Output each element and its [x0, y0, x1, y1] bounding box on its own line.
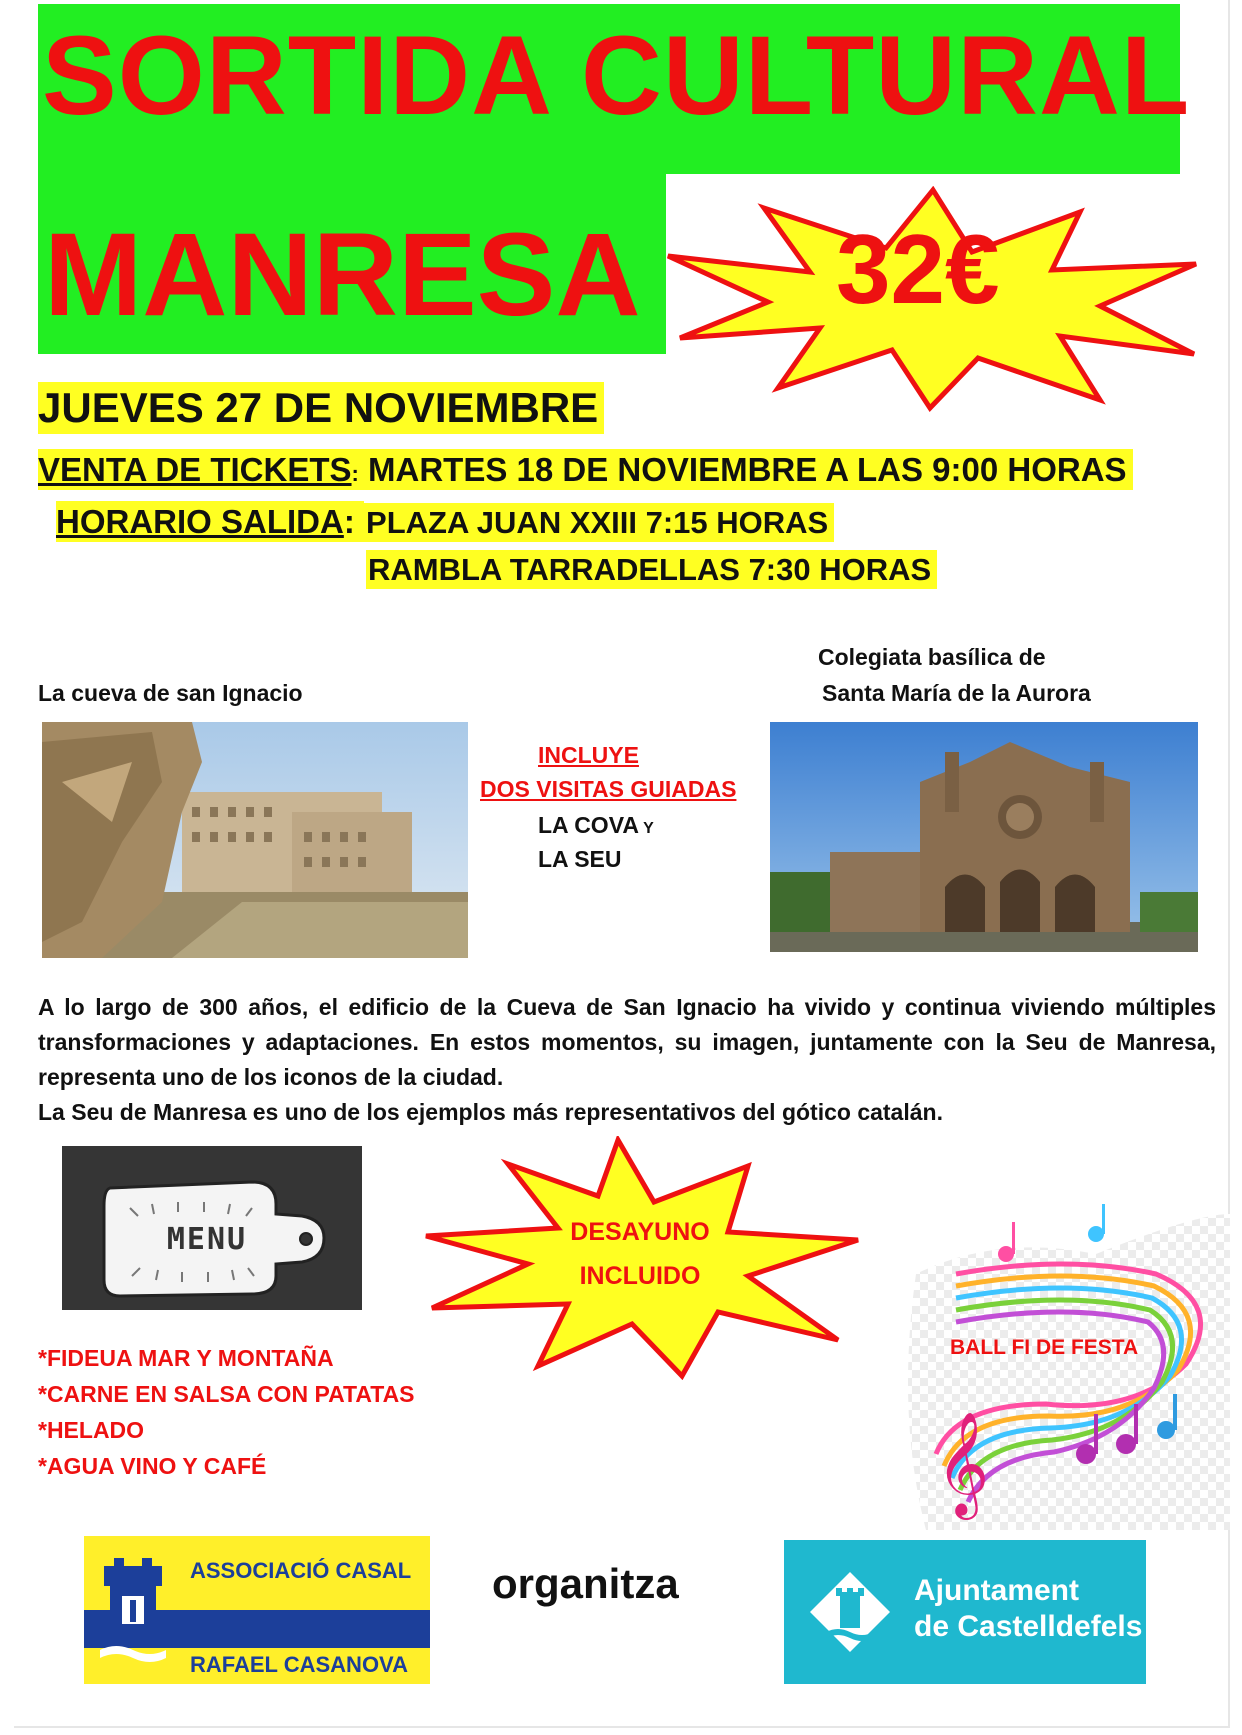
title-line1: SORTIDA CULTURAL [42, 13, 1191, 138]
svg-text:𝄞: 𝄞 [936, 1411, 990, 1516]
menu-board-label: MENU [166, 1222, 248, 1257]
includes-line2: DOS VISITAS GUIADAS [480, 776, 737, 802]
tickets-label: VENTA DE TICKETS [38, 451, 352, 488]
includes-line1: INCLUYE [538, 742, 639, 768]
music-notes-image [896, 1194, 1230, 1530]
breakfast-label [520, 1210, 760, 1298]
cave-photo [42, 722, 468, 958]
breakfast-line1: DESAYUNO [570, 1218, 710, 1246]
title-banner-line1 [38, 4, 1191, 174]
basilica-photo [770, 722, 1198, 952]
organizes-label: organitza [492, 1560, 679, 1607]
departure-2-line [366, 548, 937, 592]
council-logo [784, 1540, 1146, 1684]
departure-2: RAMBLA TARRADELLAS 7:30 HORAS [366, 550, 937, 589]
cave-caption: La cueva de san Ignacio [38, 680, 303, 706]
council-name-2: de Castelldefels [914, 1610, 1143, 1643]
description [38, 990, 1216, 1130]
departure-line [56, 500, 834, 545]
menu-item: *CARNE EN SALSA CON PATATAS [38, 1381, 415, 1407]
description-p2: La Seu de Manresa es uno de los ejemplos más representativos del gótico catalán. [38, 1099, 943, 1125]
tickets-value: MARTES 18 DE NOVIEMBRE A LAS 9:00 HORAS [358, 451, 1127, 488]
visit-2: LA SEU [538, 846, 622, 872]
basilica-caption-2: Santa María de la Aurora [822, 680, 1091, 706]
association-name-1: ASSOCIACIÓ CASAL [190, 1558, 412, 1583]
tickets-sep: : [351, 461, 359, 486]
description-p1: A lo largo de 300 años, el edificio de la Cueva de San Ignacio ha vivido y continua viviendo múltiples transformaciones y adaptaciones. En estos momentos, su imagen, juntamente con la Seu de Manresa, representa uno de los iconos de la ciudad. [38, 994, 1216, 1090]
tickets-line-bg [38, 449, 1133, 490]
association-name-2: RAFAEL CASANOVA [190, 1652, 408, 1677]
breakfast-line2: INCLUIDO [579, 1262, 701, 1290]
departure-1: PLAZA JUAN XXIII 7:15 HORAS [364, 503, 834, 542]
departure-sep: : [343, 503, 365, 540]
price-label: 32€ [836, 214, 1000, 324]
castle-tower-icon [100, 1556, 166, 1666]
event-date: JUEVES 27 DE NOVIEMBRE [38, 382, 604, 434]
menu-item: *FIDEUA MAR Y MONTAÑA [38, 1345, 334, 1371]
visit-1-suffix: Y [638, 820, 654, 837]
departure-label-bg [56, 501, 364, 542]
party-label: BALL FI DE FESTA [950, 1336, 1139, 1359]
title-line2: MANRESA [44, 209, 641, 341]
visit-1-name: LA COVA [538, 812, 639, 838]
departure-label: HORARIO SALIDA [56, 503, 344, 540]
basilica-caption-1: Colegiata basílica de [818, 644, 1046, 670]
council-emblem-icon [808, 1570, 892, 1654]
council-name-1: Ajuntament [914, 1574, 1079, 1607]
visit-1 [538, 808, 654, 846]
tickets-line [38, 448, 1133, 496]
title-banner-line2 [38, 174, 666, 354]
association-logo [84, 1536, 430, 1684]
menu-item: *HELADO [38, 1417, 145, 1443]
menu-list [38, 1340, 415, 1484]
menu-item: *AGUA VINO Y CAFÉ [38, 1453, 267, 1479]
menu-board-image [62, 1146, 362, 1310]
